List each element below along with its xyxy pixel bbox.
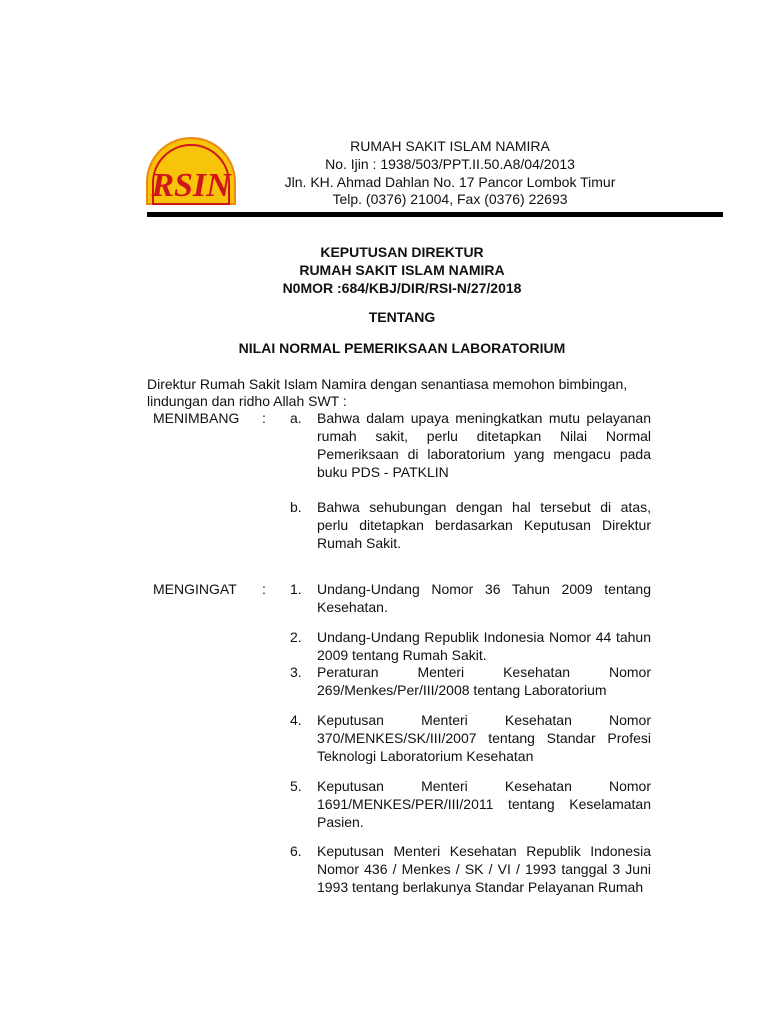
mengingat-item-1: Undang-Undang Nomor 36 Tahun 2009 tentang Kesehatan.	[317, 581, 651, 615]
menimbang-marker-a: a.	[290, 410, 302, 426]
mengingat-colon: :	[262, 581, 266, 597]
address: Jln. KH. Ahmad Dahlan No. 17 Pancor Lombok Timur	[284, 174, 616, 190]
mengingat-item-4: Keputusan Menteri Kesehatan Nomor 370/MENKES/SK/III/2007 tentang Standar Profesi Teknologi Laboratorium Kesehatan	[317, 712, 651, 764]
menimbang-marker-b: b.	[290, 499, 302, 515]
mengingat-marker-3: 3.	[290, 664, 302, 680]
hospital-name: RUMAH SAKIT ISLAM NAMIRA	[350, 138, 550, 154]
mengingat-marker-5: 5.	[290, 778, 302, 794]
intro-line-1: Direktur Rumah Sakit Islam Namira dengan senantiasa memohon bimbingan,	[147, 376, 628, 392]
decree-subject: NILAI NORMAL PEMERIKSAAN LABORATORIUM	[238, 340, 566, 356]
mengingat-marker-6: 6.	[290, 843, 302, 859]
menimbang-item-b: Bahwa sehubungan dengan hal tersebut di atas, perlu ditetapkan berdasarkan Keputusan Direktur Rumah Sakit.	[317, 499, 651, 551]
mengingat-item-2: Undang-Undang Republik Indonesia Nomor 44 tahun 2009 tentang Rumah Sakit.	[317, 629, 651, 663]
menimbang-colon: :	[262, 410, 266, 426]
intro-line-2: lindungan dan ridho Allah SWT :	[147, 393, 347, 409]
mengingat-marker-1: 1.	[290, 581, 302, 597]
hospital-logo	[145, 136, 237, 206]
menimbang-item-a: Bahwa dalam upaya meningkatkan mutu pelayanan rumah sakit, perlu ditetapkan Nilai Normal Pemeriksaan di laboratorium yang mengacu pada buku PDS - PATKLIN	[317, 410, 651, 480]
menimbang-label: MENIMBANG	[153, 410, 240, 426]
decree-org: RUMAH SAKIT ISLAM NAMIRA	[299, 262, 505, 278]
mengingat-item-5: Keputusan Menteri Kesehatan Nomor 1691/MENKES/PER/III/2011 tentang Keselamatan Pasien.	[317, 778, 651, 830]
license-number: No. Ijin : 1938/503/PPT.II.50.A8/04/2013	[325, 156, 575, 172]
decree-title: KEPUTUSAN DIREKTUR	[320, 244, 484, 260]
mengingat-marker-4: 4.	[290, 712, 302, 728]
svg-text:RSIN: RSIN	[151, 167, 231, 204]
decree-about: TENTANG	[368, 309, 436, 325]
decree-number: N0MOR :684/KBJ/DIR/RSI-N/27/2018	[282, 280, 522, 296]
mengingat-marker-2: 2.	[290, 629, 302, 645]
letterhead-divider	[147, 212, 723, 217]
phone-fax: Telp. (0376) 21004, Fax (0376) 22693	[332, 191, 568, 207]
mengingat-item-3: Peraturan Menteri Kesehatan Nomor 269/Menkes/Per/III/2008 tentang Laboratorium	[317, 664, 651, 698]
mengingat-label: MENGINGAT	[153, 581, 237, 597]
mengingat-item-6: Keputusan Menteri Kesehatan Republik Indonesia Nomor 436 / Menkes / SK / VI / 1993 tanggal 3 Juni 1993 tentang berlakunya Standar Pelayanan Rumah	[317, 843, 651, 895]
